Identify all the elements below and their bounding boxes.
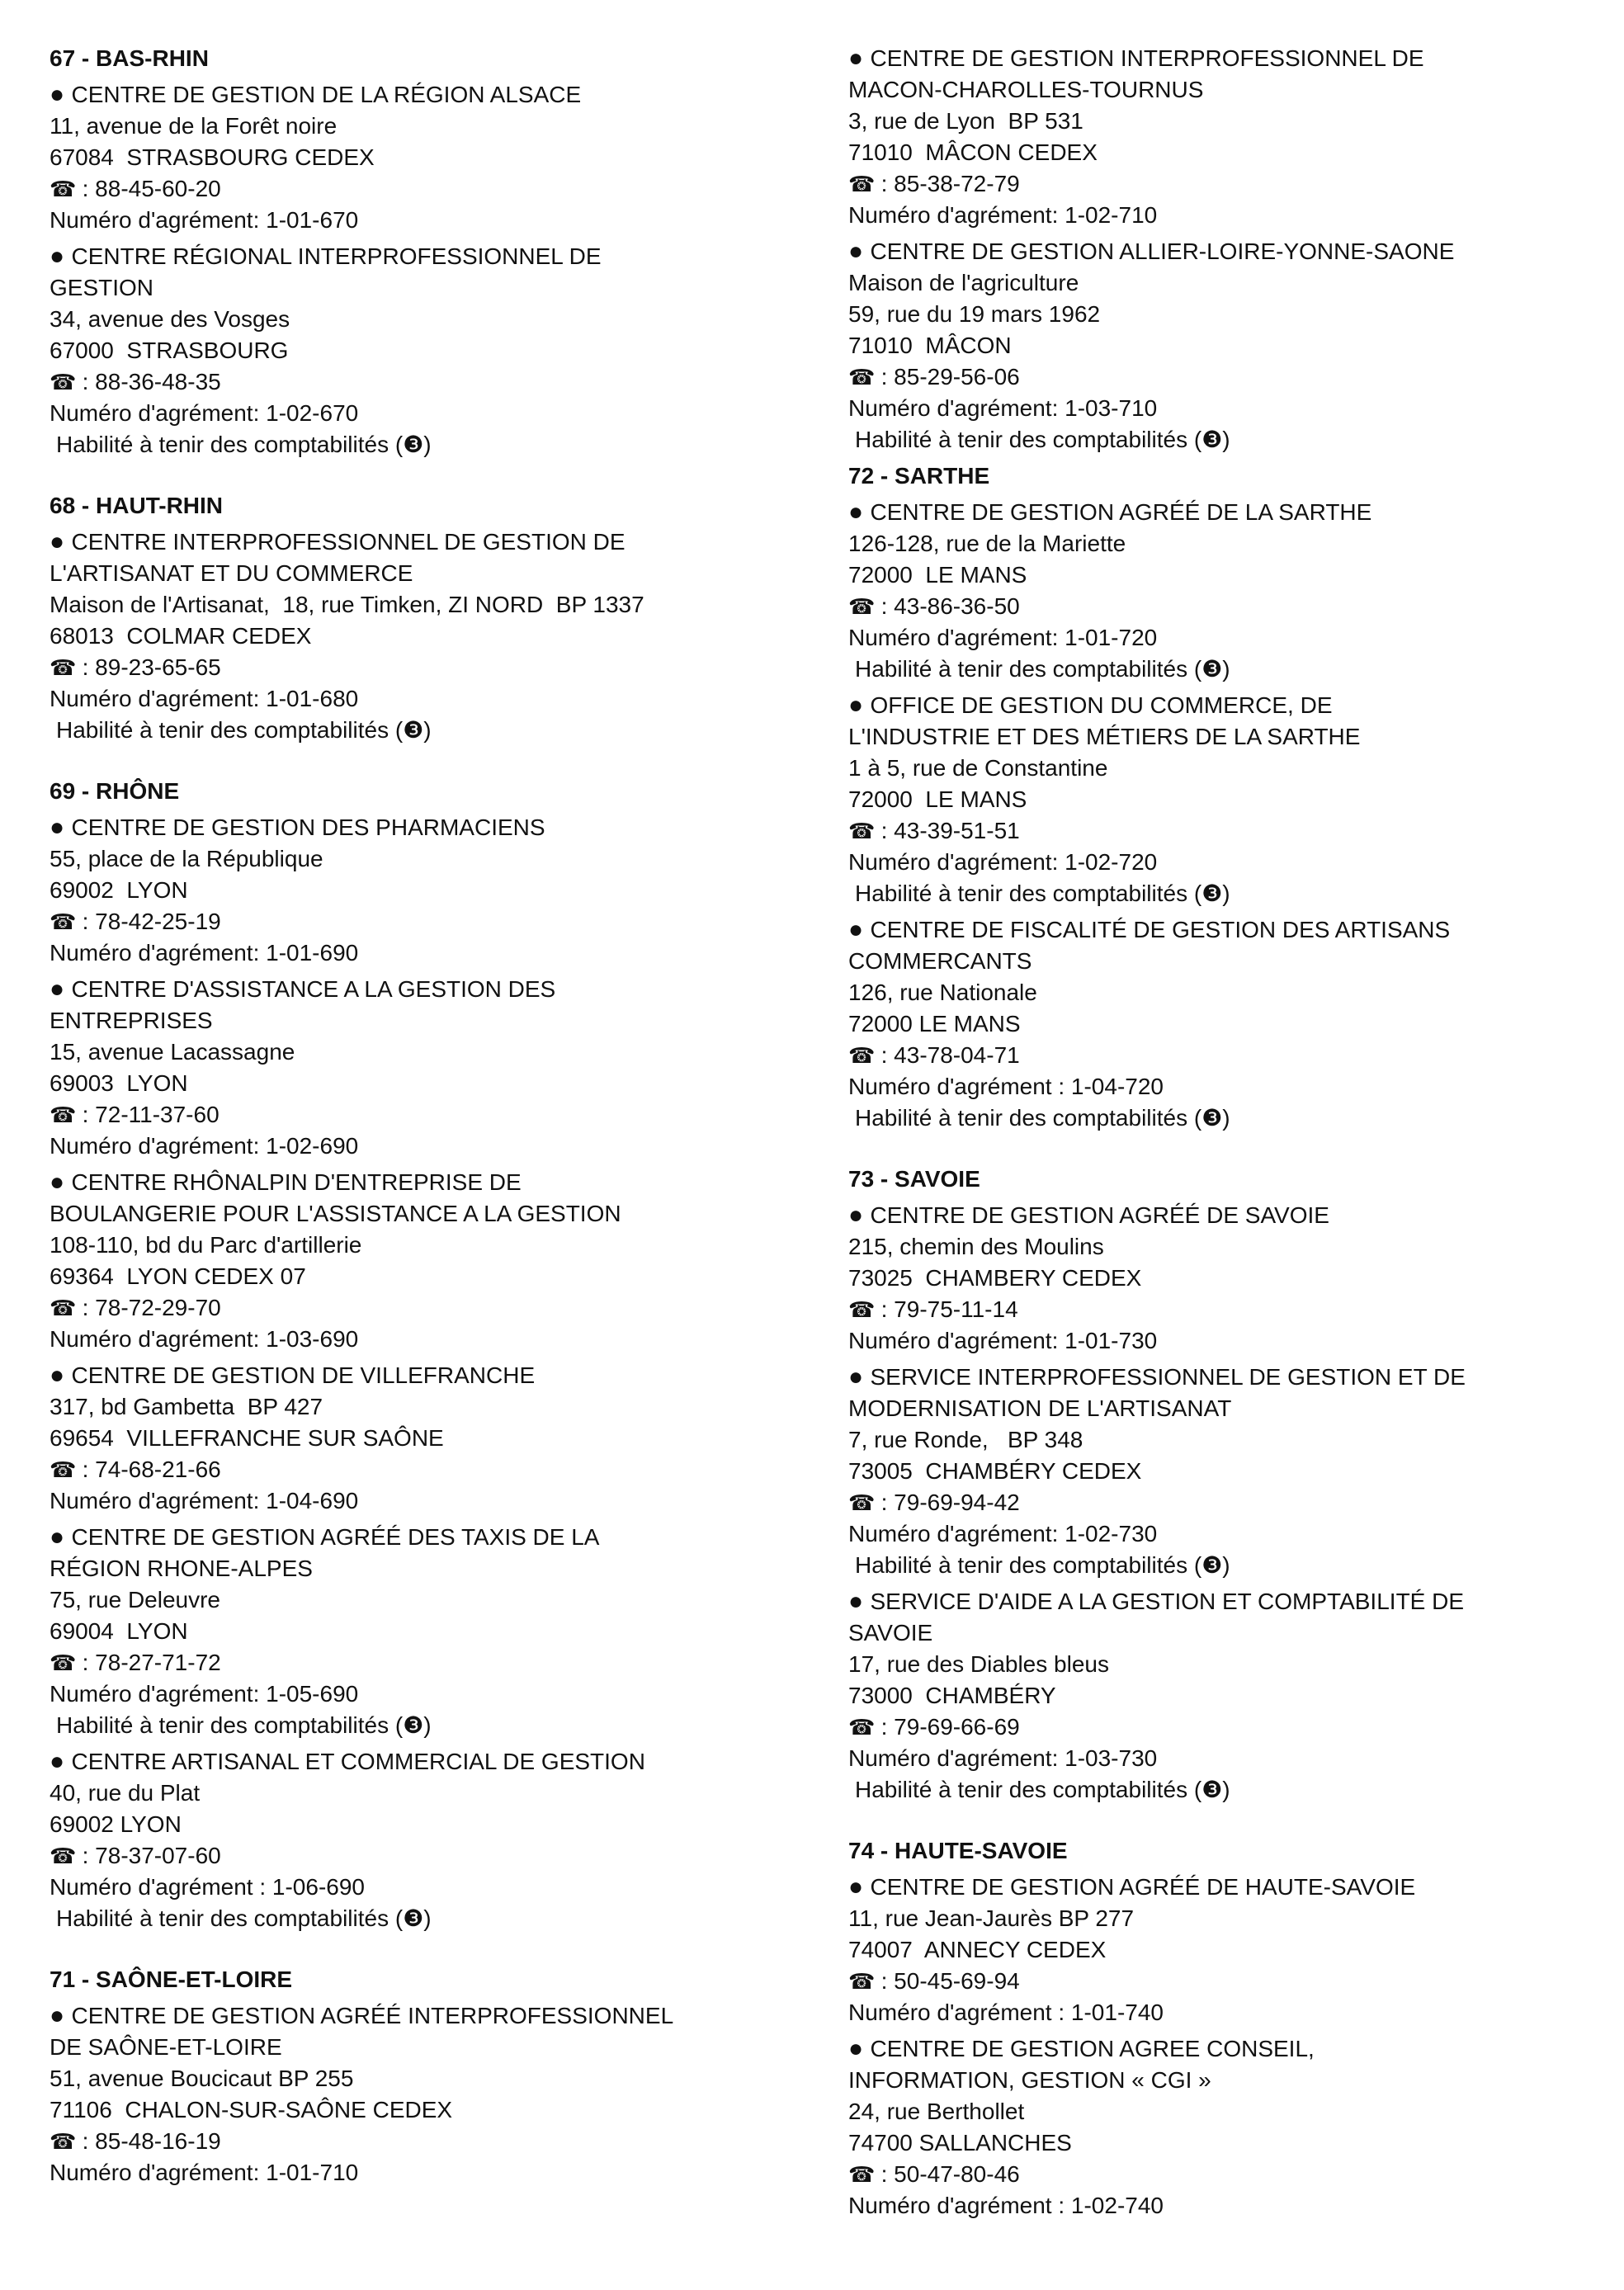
centre-name-line [50, 974, 842, 1005]
bullet-icon: ● [848, 692, 871, 719]
centre-entry [848, 2033, 1624, 2222]
phone-icon: ☎ [848, 1969, 881, 1994]
right-column [848, 43, 1624, 2226]
address-line: 69002 LYON [50, 877, 188, 903]
centre-name-text: DE SAÔNE-ET-LOIRE [50, 2034, 282, 2060]
phone-line [848, 2159, 1624, 2190]
phone-number: : 88-36-48-35 [82, 369, 221, 394]
centre-entry [50, 1522, 842, 1741]
agrement-number: Numéro d'agrément: 1-02-670 [50, 400, 359, 426]
centre-name-line [50, 558, 842, 589]
bullet-icon: ● [848, 2035, 871, 2062]
phone-icon: ☎ [848, 1043, 881, 1068]
centre-name-text: CENTRE DE GESTION AGRÉÉ DE SAVOIE [870, 1202, 1329, 1228]
phone-line [50, 1454, 842, 1485]
centre-name-line [848, 1393, 1624, 1424]
centre-name-line [848, 914, 1624, 946]
centre-name-line [848, 74, 1624, 106]
habilite-note: Habilité à tenir des comptabilités (❸) [855, 656, 1230, 682]
centre-name-text: CENTRE DE GESTION DES PHARMACIENS [71, 814, 545, 840]
phone-number: : 43-39-51-51 [880, 818, 1020, 843]
department-section [50, 1964, 842, 2188]
centre-name-text: CENTRE DE GESTION AGRÉÉ INTERPROFESSIONNEL [71, 2003, 674, 2028]
department-section [50, 776, 842, 1934]
department-section [848, 460, 1624, 1134]
phone-icon: ☎ [848, 365, 881, 390]
centre-name-text: COMMERCANTS [848, 948, 1032, 974]
centre-name-text: INFORMATION, GESTION « CGI » [848, 2067, 1211, 2093]
department-heading: 72 - SARTHE [848, 463, 990, 489]
phone-number: : 74-68-21-66 [82, 1457, 221, 1482]
phone-number: : 85-29-56-06 [880, 364, 1020, 390]
agrement-number: Numéro d'agrément: 1-01-670 [50, 207, 359, 233]
centre-name-text: SAVOIE [848, 1620, 933, 1645]
centre-name-text: CENTRE DE GESTION AGRÉÉ DE HAUTE-SAVOIE [870, 1874, 1416, 1900]
centre-entry [848, 914, 1624, 1134]
centre-entry [848, 43, 1624, 231]
centre-name-text: MACON-CHAROLLES-TOURNUS [848, 77, 1204, 102]
address-line: 34, avenue des Vosges [50, 306, 290, 332]
centre-name-text: BOULANGERIE POUR L'ASSISTANCE A LA GESTION [50, 1201, 621, 1226]
habilite-note: Habilité à tenir des comptabilités (❸) [855, 1552, 1230, 1578]
phone-line [848, 1712, 1624, 1743]
centre-name-text: SERVICE D'AIDE A LA GESTION ET COMPTABILITÉ DE [870, 1589, 1465, 1614]
centre-name-text: CENTRE ARTISANAL ET COMMERCIAL DE GESTION [71, 1749, 645, 1774]
address-line: 72000 LE MANS [848, 786, 1027, 812]
address-line: 67000 STRASBOURG [50, 338, 289, 363]
centre-entry [50, 1167, 842, 1355]
phone-icon: ☎ [50, 2129, 83, 2154]
department-section [50, 490, 842, 746]
centre-name-text: CENTRE INTERPROFESSIONNEL DE GESTION DE [71, 529, 626, 555]
centre-name-text: CENTRE DE GESTION AGRÉÉ DE LA SARTHE [870, 499, 1372, 525]
bullet-icon: ● [50, 1362, 72, 1389]
phone-line [50, 366, 842, 398]
bullet-icon: ● [50, 243, 72, 270]
centre-name-line [50, 1746, 842, 1778]
centre-name-line [50, 272, 842, 304]
phone-icon: ☎ [50, 370, 83, 394]
phone-number: : 88-45-60-20 [82, 176, 221, 201]
centre-entry [848, 497, 1624, 685]
left-column [50, 43, 842, 2193]
centre-name-line [50, 1522, 842, 1553]
centre-entry [50, 1746, 842, 1934]
department-heading: 73 - SAVOIE [848, 1166, 980, 1192]
address-line: 69004 LYON [50, 1618, 188, 1644]
agrement-number: Numéro d'agrément: 1-03-730 [848, 1745, 1158, 1771]
department-section [848, 1164, 1624, 1806]
phone-icon: ☎ [50, 1296, 83, 1320]
phone-line [848, 1040, 1624, 1071]
centre-name-line [50, 812, 842, 843]
address-line: 15, avenue Lacassagne [50, 1039, 295, 1065]
centre-name-line [848, 497, 1624, 528]
centre-entry [848, 1872, 1624, 2028]
phone-line [848, 1294, 1624, 1325]
bullet-icon: ● [848, 1588, 871, 1615]
bullet-icon: ● [848, 1202, 871, 1229]
bullet-icon: ● [50, 528, 72, 555]
bullet-icon: ● [848, 1873, 871, 1900]
habilite-note: Habilité à tenir des comptabilités (❸) [56, 1905, 432, 1931]
centre-name-text: CENTRE DE GESTION AGREE CONSEIL, [870, 2036, 1315, 2061]
centre-name-line [50, 1360, 842, 1391]
address-line: 3, rue de Lyon BP 531 [848, 108, 1083, 134]
agrement-number: Numéro d'agrément: 1-01-690 [50, 940, 359, 966]
address-line: 69364 LYON CEDEX 07 [50, 1263, 306, 1289]
centre-entry [848, 236, 1624, 456]
address-line: 71010 MÂCON [848, 333, 1012, 358]
bullet-icon: ● [50, 2002, 72, 2029]
department-heading: 69 - RHÔNE [50, 778, 180, 804]
address-line: 71010 MÂCON CEDEX [848, 139, 1098, 165]
phone-number: : 72-11-37-60 [82, 1102, 220, 1127]
address-line: 11, avenue de la Forêt noire [50, 113, 338, 139]
address-line: 71106 CHALON-SUR-SAÔNE CEDEX [50, 2097, 453, 2122]
phone-icon: ☎ [50, 1844, 83, 1868]
phone-number: : 78-37-07-60 [82, 1843, 221, 1868]
bullet-icon: ● [848, 238, 871, 265]
address-line: 74700 SALLANCHES [848, 2130, 1072, 2155]
address-line: 40, rue du Plat [50, 1780, 201, 1806]
centre-entry [848, 1200, 1624, 1357]
centre-name-text: MODERNISATION DE L'ARTISANAT [848, 1395, 1232, 1421]
agrement-number: Numéro d'agrément : 1-01-740 [848, 2000, 1164, 2025]
centre-name-line [50, 79, 842, 111]
address-line: 69003 LYON [50, 1070, 188, 1096]
agrement-number: Numéro d'agrément: 1-03-710 [848, 395, 1158, 421]
phone-line [848, 591, 1624, 622]
bullet-icon: ● [848, 45, 871, 72]
centre-name-text: RÉGION RHONE-ALPES [50, 1556, 313, 1581]
address-line: 59, rue du 19 mars 1962 [848, 301, 1101, 327]
centre-entry [50, 974, 842, 1162]
habilite-note: Habilité à tenir des comptabilités (❸) [855, 881, 1230, 906]
phone-number: : 78-42-25-19 [82, 909, 221, 934]
phone-number: : 89-23-65-65 [82, 654, 221, 680]
address-line: 69654 VILLEFRANCHE SUR SAÔNE [50, 1425, 444, 1451]
address-line: 74007 ANNECY CEDEX [848, 1937, 1107, 1962]
phone-icon: ☎ [848, 172, 881, 196]
address-line: 67084 STRASBOURG CEDEX [50, 144, 375, 170]
centre-name-text: CENTRE DE FISCALITÉ DE GESTION DES ARTISANS [870, 917, 1451, 942]
phone-icon: ☎ [50, 1103, 83, 1127]
phone-icon: ☎ [848, 1715, 881, 1740]
habilite-note: Habilité à tenir des comptabilités (❸) [56, 432, 432, 457]
centre-name-line [50, 2000, 842, 2032]
department-heading: 74 - HAUTE-SAVOIE [848, 1838, 1068, 1863]
phone-number: : 79-69-94-42 [880, 1490, 1020, 1515]
centre-name-line [848, 236, 1624, 267]
centre-name-text: CENTRE D'ASSISTANCE A LA GESTION DES [71, 976, 556, 1002]
bullet-icon: ● [50, 81, 72, 108]
bullet-icon: ● [848, 916, 871, 943]
agrement-number: Numéro d'agrément: 1-02-730 [848, 1521, 1158, 1546]
bullet-icon: ● [848, 498, 871, 526]
address-line: Maison de l'Artisanat, 18, rue Timken, ZI NORD BP 1337 [50, 592, 644, 617]
department-heading: 68 - HAUT-RHIN [50, 493, 224, 518]
bullet-icon: ● [50, 1523, 72, 1551]
address-line: 73000 CHAMBÉRY [848, 1683, 1056, 1708]
centre-name-line [848, 2065, 1624, 2096]
address-line: 108-110, bd du Parc d'artillerie [50, 1232, 362, 1258]
phone-line [848, 1487, 1624, 1518]
centre-name-text: CENTRE DE GESTION DE VILLEFRANCHE [71, 1362, 536, 1388]
phone-line [848, 168, 1624, 200]
centre-name-text: CENTRE DE GESTION AGRÉÉ DES TAXIS DE LA [71, 1524, 600, 1550]
phone-number: : 79-75-11-14 [880, 1296, 1018, 1322]
agrement-number: Numéro d'agrément: 1-02-690 [50, 1133, 359, 1159]
address-line: 72000 LE MANS [848, 1011, 1021, 1036]
phone-line [50, 1647, 842, 1679]
bullet-icon: ● [50, 975, 72, 1003]
phone-number: : 43-78-04-71 [880, 1042, 1020, 1068]
habilite-note: Habilité à tenir des comptabilités (❸) [855, 427, 1230, 452]
centre-name-line [848, 946, 1624, 977]
centre-name-line [848, 1362, 1624, 1393]
agrement-number: Numéro d'agrément: 1-01-680 [50, 686, 359, 711]
centre-name-text: CENTRE DE GESTION ALLIER-LOIRE-YONNE-SAONE [870, 238, 1455, 264]
centre-name-line [50, 241, 842, 272]
centre-entry [50, 812, 842, 969]
centre-name-line [848, 690, 1624, 721]
phone-number: : 78-27-71-72 [82, 1650, 221, 1675]
address-line: 17, rue des Diables bleus [848, 1651, 1109, 1677]
centre-entry [50, 526, 842, 746]
agrement-number: Numéro d'agrément: 1-04-690 [50, 1488, 359, 1513]
centre-name-line [50, 526, 842, 558]
phone-number: : 78-72-29-70 [82, 1295, 221, 1320]
address-line: 126-128, rue de la Mariette [848, 531, 1126, 556]
department-heading: 71 - SAÔNE-ET-LOIRE [50, 1967, 293, 1992]
centre-name-line [848, 1617, 1624, 1649]
phone-icon: ☎ [848, 1490, 881, 1515]
address-line: 73025 CHAMBERY CEDEX [848, 1265, 1142, 1291]
address-line: 68013 COLMAR CEDEX [50, 623, 312, 649]
phone-icon: ☎ [50, 655, 83, 680]
phone-icon: ☎ [848, 819, 881, 843]
agrement-number: Numéro d'agrément: 1-01-720 [848, 625, 1158, 650]
phone-icon: ☎ [50, 1650, 83, 1675]
agrement-number: Numéro d'agrément: 1-01-710 [50, 2160, 359, 2185]
bullet-icon: ● [50, 814, 72, 841]
agrement-number: Numéro d'agrément: 1-03-690 [50, 1326, 359, 1352]
phone-icon: ☎ [50, 909, 83, 934]
bullet-icon: ● [848, 1363, 871, 1391]
phone-line [848, 1966, 1624, 1997]
department-heading: 67 - BAS-RHIN [50, 45, 209, 71]
address-line: 1 à 5, rue de Constantine [848, 755, 1108, 781]
centre-entry [50, 1360, 842, 1517]
phone-line [50, 1292, 842, 1324]
address-line: 55, place de la République [50, 846, 323, 871]
habilite-note: Habilité à tenir des comptabilités (❸) [56, 717, 432, 743]
phone-line [848, 815, 1624, 847]
address-line: 75, rue Deleuvre [50, 1587, 221, 1612]
phone-number: : 50-47-80-46 [880, 2161, 1020, 2187]
centre-entry [50, 2000, 842, 2188]
phone-line [50, 1099, 842, 1131]
centre-entry [848, 1362, 1624, 1581]
agrement-number: Numéro d'agrément: 1-01-730 [848, 1328, 1158, 1353]
centre-name-text: CENTRE DE GESTION INTERPROFESSIONNEL DE [870, 45, 1424, 71]
centre-name-line [848, 721, 1624, 753]
centre-name-line [848, 1872, 1624, 1903]
address-line: 126, rue Nationale [848, 980, 1037, 1005]
centre-name-text: CENTRE RHÔNALPIN D'ENTREPRISE DE [71, 1169, 522, 1195]
phone-line [50, 173, 842, 205]
department-section [50, 43, 842, 460]
agrement-number: Numéro d'agrément: 1-05-690 [50, 1681, 359, 1707]
address-line: 69002 LYON [50, 1811, 182, 1837]
centre-name-line [50, 2032, 842, 2063]
phone-icon: ☎ [50, 1457, 83, 1482]
phone-number: : 50-45-69-94 [880, 1968, 1020, 1994]
centre-name-line [848, 2033, 1624, 2065]
habilite-note: Habilité à tenir des comptabilités (❸) [855, 1105, 1230, 1131]
bullet-icon: ● [50, 1748, 72, 1775]
phone-icon: ☎ [848, 2162, 881, 2187]
address-line: 317, bd Gambetta BP 427 [50, 1394, 323, 1419]
phone-line [50, 1840, 842, 1872]
centre-entry [848, 690, 1624, 909]
address-line: 72000 LE MANS [848, 562, 1027, 588]
centre-name-text: CENTRE DE GESTION DE LA RÉGION ALSACE [71, 82, 582, 107]
phone-icon: ☎ [50, 177, 83, 201]
centre-name-text: L'INDUSTRIE ET DES MÉTIERS DE LA SARTHE [848, 724, 1361, 749]
address-line: 215, chemin des Moulins [848, 1234, 1104, 1259]
address-line: 24, rue Berthollet [848, 2099, 1025, 2124]
centre-name-text: OFFICE DE GESTION DU COMMERCE, DE [870, 692, 1333, 718]
habilite-note: Habilité à tenir des comptabilités (❸) [56, 1712, 432, 1738]
agrement-number: Numéro d'agrément : 1-02-740 [848, 2193, 1164, 2218]
phone-icon: ☎ [848, 1297, 881, 1322]
department-section [848, 43, 1624, 456]
agrement-number: Numéro d'agrément : 1-04-720 [848, 1074, 1164, 1099]
centre-name-line [50, 1553, 842, 1584]
centre-name-line [848, 1586, 1624, 1617]
phone-line [50, 2126, 842, 2157]
bullet-icon: ● [50, 1169, 72, 1196]
centre-entry [50, 241, 842, 460]
phone-number: : 43-86-36-50 [880, 593, 1020, 619]
centre-name-line [50, 1198, 842, 1230]
address-line: 51, avenue Boucicaut BP 255 [50, 2066, 354, 2091]
agrement-number: Numéro d'agrément: 1-02-720 [848, 849, 1158, 875]
agrement-number: Numéro d'agrément: 1-02-710 [848, 202, 1158, 228]
centre-name-line [848, 1200, 1624, 1231]
centre-name-text: SERVICE INTERPROFESSIONNEL DE GESTION ET DE [870, 1364, 1466, 1390]
address-line: Maison de l'agriculture [848, 270, 1079, 295]
address-line: 11, rue Jean-Jaurès BP 277 [848, 1905, 1135, 1931]
department-section [848, 1835, 1624, 2222]
centre-name-line [50, 1167, 842, 1198]
centre-name-text: CENTRE RÉGIONAL INTERPROFESSIONNEL DE [71, 243, 602, 269]
centre-entry [848, 1586, 1624, 1806]
centre-name-text: L'ARTISANAT ET DU COMMERCE [50, 560, 413, 586]
habilite-note: Habilité à tenir des comptabilités (❸) [855, 1777, 1230, 1802]
agrement-number: Numéro d'agrément : 1-06-690 [50, 1874, 365, 1900]
phone-line [50, 652, 842, 683]
centre-entry [50, 79, 842, 236]
centre-name-line [848, 43, 1624, 74]
address-line: 73005 CHAMBÉRY CEDEX [848, 1458, 1142, 1484]
phone-number: : 85-48-16-19 [82, 2128, 221, 2154]
address-line: 7, rue Ronde, BP 348 [848, 1427, 1083, 1452]
centre-name-text: GESTION [50, 275, 154, 300]
phone-line [50, 906, 842, 937]
phone-number: : 85-38-72-79 [880, 171, 1020, 196]
centre-name-text: ENTREPRISES [50, 1008, 213, 1033]
phone-icon: ☎ [848, 594, 881, 619]
phone-number: : 79-69-66-69 [880, 1714, 1020, 1740]
phone-line [848, 361, 1624, 393]
centre-name-line [50, 1005, 842, 1036]
